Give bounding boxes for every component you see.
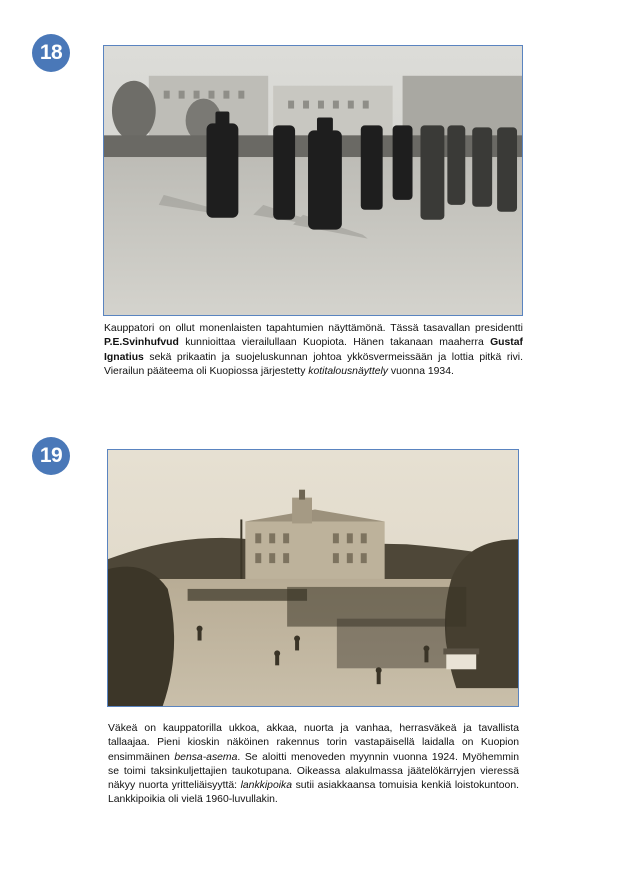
photo-caption [104,322,523,379]
photo-president-visit [103,45,523,316]
photo-image [104,46,522,315]
caption-term: kotitalousnäyttely [308,365,388,377]
caption-run: sekä prikaatin ja suojeluskunnan johtoa ykkösvermeissään ja lottia pitkä rivi. Vierailun pääteema oli Kuopiossa järjestetty [104,351,523,377]
photo-number-badge: 19 [32,437,70,475]
caption-run: vuonna 1934. [388,365,454,377]
caption-text [104,322,523,379]
caption-term: bensa-asema [174,751,238,763]
caption-term: lankkipoika [240,780,292,792]
caption-run: Kauppatori on ollut monenlaisten tapahtumien näyttämönä. Tässä tasavallan presidentti [104,323,523,334]
caption-text [108,722,519,808]
caption-run: kunnioittaa vierailullaan Kuopiota. Hänen takanaan maaherra [178,337,491,349]
caption-run: sutii asiakkaansa tomuisia kenkiä loistokuntoon. Lankkipoikia oli vielä 1960-luvullakin. [108,780,519,806]
caption-run: . Se aloitti menoveden myynnin vuonna 1924. Myöhemmin se toimi taksinkuljettajien taukotupana. Oikeassa alakulmassa jäätelökärryjen vieressä näkyy nuorta yritteliäisyyttä: [108,751,519,792]
caption-name: P.E.Svinhufvud [104,337,179,349]
photo-caption [108,722,519,808]
caption-name: Gustaf Ignatius [104,337,523,363]
photo-image [108,450,518,706]
photo-market-square [107,449,519,707]
photo-number-badge: 18 [32,34,70,72]
caption-run: Väkeä on kauppatorilla ukkoa, akkaa, nuorta ja vanhaa, herrasväkeä ja tavallista tallaajaa. Pieni kioskin näköinen rakennus torin vastapäisellä laidalla on Kuopion ensimmäinen [108,723,519,763]
